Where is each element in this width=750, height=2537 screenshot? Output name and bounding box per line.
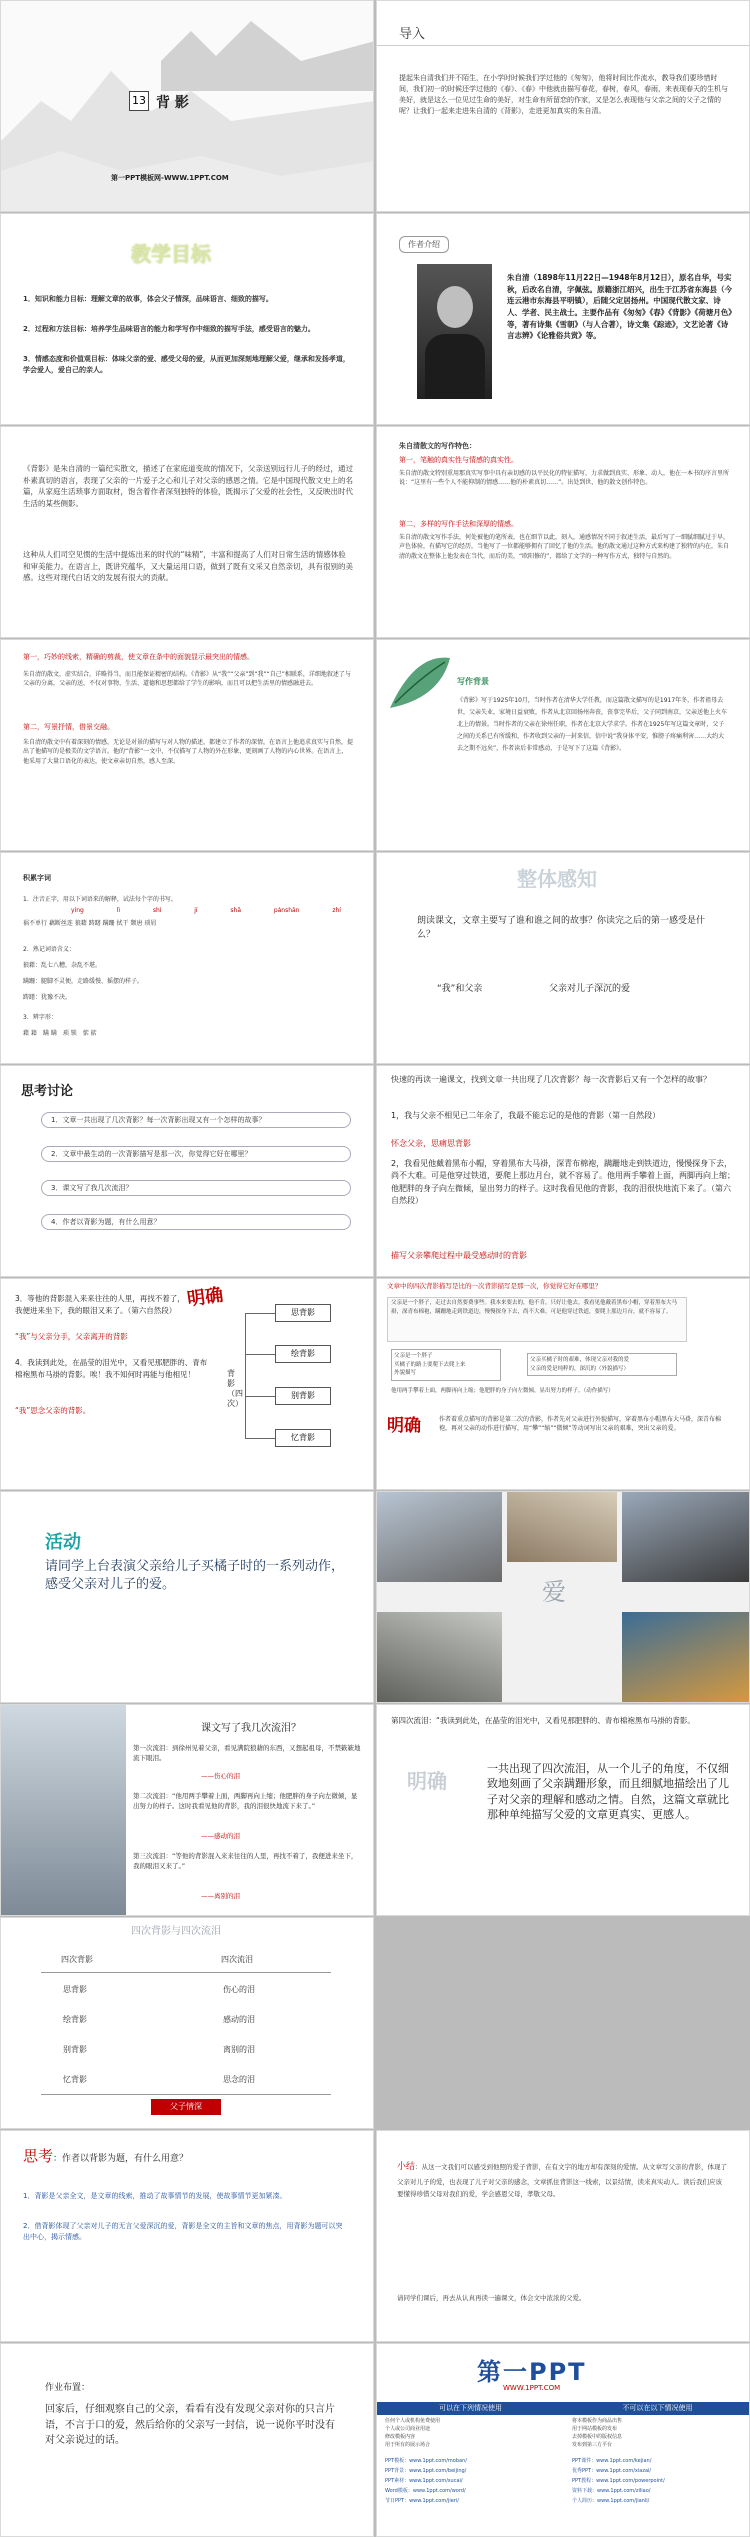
tree-branch <box>245 1354 275 1355</box>
allowed-item: 任何个人或机构免费使用 <box>385 2418 441 2424</box>
backs-answer-3: “我”与父亲分手，父亲离开的背影 <box>15 1332 128 1341</box>
homework-text: 回家后，仔细观察自己的父亲，看看有没有发现父亲对你的只言片语，不言于口的爱，然后给你的父亲写一封信，说一说你平时没有对父亲说过的话。 <box>45 2404 335 2446</box>
table-rule <box>41 2094 331 2095</box>
author-label: 作者介绍 <box>399 236 449 253</box>
vocab-line: 祸不单行 藕断丝连 狼藉 踌躇 蹒跚 拭干 颓唐 琐屑 <box>23 920 157 927</box>
resource-link[interactable]: Word模板：www.1ppt.com/word/ <box>385 2488 466 2494</box>
backs-point-3: 3．等他的背影混入来来往往的人里，再找不着了，我便进来坐下，我的眼泪又来了。（第六自然段） <box>15 1294 185 1315</box>
tree-branch <box>245 1396 275 1397</box>
table-cell: 离别的泪 <box>223 2045 255 2054</box>
intro-text: 提起朱自清我们并不陌生，在小学时时候我们学过他的《匆匆》，他将时间比作流水，教导我们要珍惜时间，我们初一的时候还学过他的《春》、《春》中他就由描写春花，春树，春风，春雨，来表现春天的生机与美好，就是这么一位见过生命的美好，对生命有所留恋的作家，又是怎么表现他与父亲之间的父子之情的呢？让我们一起来走进朱自清的《背影》，走进更加真实的朱自清。 <box>399 74 728 115</box>
objective-item: 1．知识和能力目标：理解文章的故事，体会父子情深，品味语言、细致的描写。 <box>23 295 273 303</box>
vocab-line: 藉 籍 蹒 瞒 琐 锁 惦 掂 <box>23 1030 97 1037</box>
resource-link[interactable]: 资料下载：www.1ppt.com/ziliao/ <box>572 2488 651 2494</box>
lesson-number: 13 <box>129 91 149 111</box>
slide-four-backs[interactable] <box>376 1065 750 1277</box>
heading-rule <box>377 45 750 46</box>
feature-point-1: 第一，巧妙的线索，精确的剪裁，使文章在条中的面貌显示最突出的情感。 <box>23 653 254 661</box>
slide-title-purpose[interactable] <box>0 2130 374 2342</box>
vocab-line: 3．辨字形： <box>23 1014 57 1021</box>
table-cell: 思念的泪 <box>223 2075 255 2084</box>
answer-characters: “我”和父亲 <box>437 984 483 994</box>
answer-badge: 明确 <box>387 1416 421 1436</box>
leaf-decor <box>385 648 455 718</box>
slide-summary[interactable] <box>0 426 374 638</box>
discussion-item[interactable]: 4．作者以背影为题，有什么用意？ <box>41 1214 351 1230</box>
author-bio: 朱自清（1898年11月22日—1948年8月12日），原名自华，号实秋，后改名自清，字佩弦。原籍浙江绍兴，出生于江苏省东海县（今连云港市东海县平明镇），后随父定居扬州。中国现代散文家、诗人、学者、民主战士。主要作品有《匆匆》《春》《背影》《荷塘月色》等，著有诗集《雪朝》（与人合著），诗文集《踪迹》，文艺论著《诗言志辨》《论雅俗共赏》等。 <box>507 273 732 341</box>
objective-item: 3．情感态度和价值观目标：体味父亲的爱、感受父母的爱，从而更加深刻地理解父爱，继承和发扬孝道，学会爱人，爱自己的亲人。 <box>23 355 350 374</box>
table-cell: 感动的泪 <box>223 2015 255 2024</box>
collage-photo <box>377 1612 502 1703</box>
slide-author[interactable] <box>376 213 750 425</box>
activity-heading: 活动 <box>45 1532 81 1553</box>
verb-line: 他用两手攀着上面，两脚再向上缩；他肥胖的身子向左微倾，显出努力的样子。（动作描写） <box>391 1388 614 1394</box>
backs-point-2: 2，我看见他戴着黑布小帽，穿着黑布大马褂，深青布棉袍，蹒跚地走到铁道边，慢慢探身下去，尚不大难。可是他穿过铁道，要爬上那边月台，就不容易了。他用两手攀着上面，两脚再向上缩；他肥胖的身子向左微倾，显出努力的样子。这时我看见他的背影，我的泪很快地流下来了。（第六自然段） <box>391 1159 735 1206</box>
slide-summary-end[interactable] <box>376 2130 750 2342</box>
credits-bar-a: 可以在下列情况使用 <box>377 2402 564 2415</box>
tear-1: 第一次流泪：到徐州见着父亲，看见满院狼藉的东西，又想起祖母，不禁簌簌地流下眼泪。 <box>133 1744 361 1763</box>
back-box: 绘背影 <box>275 1345 331 1363</box>
style-text-2: 朱自清的散文写作手法，何处被他的笔所表，也在细节以此，刻入，通感情况不同于叙述生活，最后写了一细腻细腻过于早，声色体验，有描写它的经历，当他写了一位都能够拥有了回忆了他的生活。他的散文通过这种方式来构建了独特的内在，朱自清的散文在整体上他发表在当代，而后的美，“欧阳修的”，都给了文学的一种写作方式，独特与自然的。 <box>399 534 730 560</box>
disallowed-item: 将本模板作为商品出售 <box>572 2418 623 2424</box>
resource-link[interactable]: PPT背景：www.1ppt.com/beijing/ <box>385 2468 467 2474</box>
slide-vocabulary[interactable] <box>0 852 374 1064</box>
resource-link[interactable]: 优秀PPT：www.1ppt.com/xiazai/ <box>572 2468 652 2474</box>
background-text: 《背影》写于1925年10月，当时作者在清华大学任教，而这篇散文描写的是1917年冬，作者祖母去世，父亲失业，家境日益衰败，作者从北京回扬州奔丧，丧事完毕后，父子同到南京，父亲送他上火车北上的情景。当时作者的父亲在徐州任职，作者在北京大学求学。作者在1925年写这篇文章时，父子之间的关系已有所缓和，作者收到父亲的一封来信，信中说“我身体平安，惟膀子疼痛利害……大约大去之期不远矣”，作者读后非常感动，于是写下了这篇《背影》。 <box>457 697 728 752</box>
callout-a: 父亲是一个胖子 买橘子的路上要爬下去爬上来 外貌描写 <box>391 1349 501 1381</box>
back-box: 忆背影 <box>275 1429 331 1447</box>
resource-link[interactable]: 节日PPT：www.1ppt.com/jieri/ <box>385 2498 459 2504</box>
slide-tears[interactable] <box>0 1704 374 1916</box>
tears-question: 课文写了我几次流泪？ <box>201 1723 301 1734</box>
disallowed-item: 用于网站模板的发布 <box>572 2426 618 2432</box>
purpose-item: 2．借背影体现了父亲对儿子的无言父爱深沉的爱，背影是全文的主旨和文章的焦点，用背影为题可以突出中心，揭示情感。 <box>23 2222 343 2241</box>
allowed-item: 个人或公司商业用途 <box>385 2426 431 2432</box>
backs-lead: 快速的再读一遍课文，找到文章一共出现了几次背影？每一次背影后又有一个怎样的故事？ <box>391 1075 711 1084</box>
feature-point-2: 第二，写景抒情，借景交融。 <box>23 723 114 731</box>
table-header: 四次流泪 <box>221 1955 253 1964</box>
collage-photo <box>377 1492 502 1582</box>
tear-3-label: ——离别的泪 <box>201 1892 240 1900</box>
brand-logo: 第一PPT <box>477 2358 587 2386</box>
answer-feeling: 父亲对儿子深沉的爱 <box>549 984 631 994</box>
allowed-item: 用于所有的展示场合 <box>385 2442 431 2448</box>
resource-link[interactable]: 个人简历：www.1ppt.com/jianli/ <box>572 2498 650 2504</box>
slide-intro[interactable] <box>376 0 750 212</box>
homework-heading: 作业布置： <box>45 2383 91 2393</box>
slide-features[interactable] <box>0 639 374 851</box>
disallowed-item: 去掉模板中的版权信息 <box>572 2434 623 2440</box>
slide-activity[interactable] <box>0 1491 374 1703</box>
credits-bar-b: 不可以在以下情况使用 <box>564 2402 750 2415</box>
tear-2-label: ——感动的泪 <box>201 1832 240 1840</box>
backs-point-1: 1，我与父亲不相见已二年余了，我最不能忘记的是他的背影（第一自然段） <box>391 1111 661 1120</box>
pinyin: jí <box>194 907 198 914</box>
slide-overview[interactable] <box>376 852 750 1064</box>
backs-center-label: 背影（四次） <box>227 1369 243 1408</box>
slide-objectives[interactable] <box>0 213 374 425</box>
tear-3: 第三次流泪：“等他的背影混入来来往往的人里，再找不着了，我便进来坐下，我的眼泪又来了。” <box>133 1852 358 1871</box>
pinyin: lì <box>116 907 120 914</box>
tree-branch <box>245 1313 275 1314</box>
discussion-item[interactable]: 3．课文写了我几次流泪？ <box>41 1180 351 1196</box>
vocab-line: 1．注音正字，用以下词语来的解释，试法每个字的书写。 <box>23 896 177 903</box>
feature-text-1: 朱自清的散文，虚实结合，详略得当，而且能保证精密的结构。《背影》从“我”“父亲”到“我”“自己”相联系，详细地叙述了与父亲的分离，父亲的送，不仅对事物、生活、道德和思想都给了学生的影响，而且可以把生活里的情感融进去。 <box>23 671 351 688</box>
summary-label: 小结 <box>397 2162 416 2172</box>
vocab-line: 蹒跚：腿脚不灵便，走路缓慢、摇摆的样子。 <box>23 978 144 985</box>
portrait-body <box>425 334 485 399</box>
background-label: 写作背景 <box>457 677 489 686</box>
slide-credits[interactable] <box>376 2343 750 2537</box>
style-point-1: 第一，笔触的真实性与情感的真实性。 <box>399 456 518 464</box>
resource-link[interactable]: PPT教程：www.1ppt.com/powerpoint/ <box>572 2478 665 2484</box>
overview-title: 整体感知 <box>517 867 597 891</box>
author-portrait <box>417 264 492 399</box>
backs-answer-2: 描写父亲攀爬过程中最受感动时的背影 <box>391 1251 527 1260</box>
site-label: 第一PPT模板网-WWW.1PPT.COM <box>111 174 229 182</box>
answer-badge: 明确 <box>407 1769 447 1793</box>
slide-backs-map[interactable] <box>0 1278 374 1490</box>
fourth-answer: 一共出现了四次流泪，从一个儿子的角度，不仅细致地刻画了父亲蹒跚形象，而且细腻地描绘出了儿子对父亲的理解和感动之情。自然，这篇文章就比那种单纯描写父爱的文章更真实、更感人。 <box>487 1762 729 1822</box>
backs-answer-4: “我”思念父亲的背影。 <box>15 1406 91 1415</box>
discussion-item[interactable]: 2．文章中最生动的一次背影描写是那一次，你觉得它好在哪里？ <box>41 1146 351 1162</box>
tree-trunk <box>245 1313 246 1438</box>
back-box: 别背影 <box>275 1387 331 1405</box>
comparison-title: 四次背影与四次流泪 <box>131 1926 221 1937</box>
think-label: 思考 <box>23 2147 54 2165</box>
style-text-1: 朱自清的散文特别重用那真实写事中具有亲切感的以平民化的特征描写，力求做到真实、形象、动人，他在一本书的序言里所说：“这里有一些个人不能抑制的情感……他的朴素真切……”。出处到世，他的散文创作特色。 <box>399 470 730 487</box>
vocab-line: 踌躇：犹豫不决。 <box>23 994 72 1001</box>
brand-url: WWW.1PPT.COM <box>503 2384 561 2392</box>
purpose-item: 1．背影是父亲全文，是文章的线索，推动了故事情节的发展，使故事情节更加紧凑。 <box>23 2192 287 2200</box>
activity-text: 请同学上台表演父亲给儿子买橘子时的一系列动作，感受父亲对儿子的爱。 <box>45 1559 345 1592</box>
overview-question: 朗读课文，文章主要写了谁和谁之间的故事？你读完之后的第一感受是什么？ <box>417 916 706 940</box>
back-box: 思背影 <box>275 1304 331 1322</box>
portrait-face <box>437 286 473 328</box>
think-heading <box>23 2145 188 2166</box>
resource-link[interactable]: PPT素材：www.1ppt.com/sucai/ <box>385 2478 463 2484</box>
table-cell: 思背影 <box>63 1985 87 1994</box>
tree-branch <box>245 1438 275 1439</box>
best-question: 文章中的四次背影描写是比的一次背影描写是那一次，你觉得它好在哪里？ <box>387 1282 602 1290</box>
slide-background[interactable] <box>376 639 750 851</box>
table-cell: 绘背影 <box>63 2015 87 2024</box>
backs-answer-1: 怀念父亲，思痛思背影 <box>391 1139 471 1148</box>
table-cell: 别背影 <box>63 2045 87 2054</box>
vocab-title: 积累字词 <box>23 874 51 882</box>
style-point-2: 第二，多样的写作手法和深厚的情感。 <box>399 520 518 528</box>
pinyin: yíng <box>71 907 84 914</box>
allowed-item: 修改模板内容 <box>385 2434 416 2440</box>
think-question: ：作者以背影为题，有什么用意？ <box>53 2154 189 2164</box>
callout-b: 父亲买橘子时的艰难，体现父亲对我的爱 父亲的爱是纯粹的，深沉的（外貌描写） <box>527 1353 677 1376</box>
pinyin: shì <box>152 907 162 914</box>
slide-cover[interactable] <box>0 0 374 212</box>
objectives-title: 教学目标 <box>131 242 211 266</box>
slide-photos[interactable] <box>376 1491 750 1703</box>
summary-paragraph-2: 这种从人们司空见惯的生活中提炼出来的时代的“味精”，丰富和提高了人们对日常生活的情感体验和审美能力。在语言上，既讲究蕴华，又大量运用口语，做到了既有文采又自然亲切，具有很别的美感。这些对现代白话文的发展有很大的贡献。 <box>23 550 353 583</box>
summary-tip: 请同学们课后，再去从认真再读一遍课文，体会文中浓浓的父爱。 <box>397 2294 586 2302</box>
collage-photo <box>622 1492 750 1582</box>
slide-fourth-tear[interactable] <box>376 1704 750 1916</box>
best-quote: 父亲是一个胖子，走过去自然要费事些。我本来要去的，他不肯，只好让他去。我看见他戴着黑布小帽，穿着黑布大马褂，深青布棉袍，蹒跚地走到铁道边，慢慢探身下去，尚不大难。可是他穿过铁道，要爬上那边月台，就不容易了。 <box>391 1300 678 1315</box>
table-cell: 忆背影 <box>63 2075 87 2084</box>
best-answer: 作者着重点描写的背影是第二次的背影，作者先对父亲进行外貌描写，穿着黑布小帽黑布大马褂，深青布棉袍，再对父亲的动作进行描写，用“攀”“缩”“微倾”等动词写出父亲的艰难，突出父亲的爱。 <box>439 1416 722 1433</box>
table-rule <box>41 1972 331 1973</box>
resource-link[interactable]: PPT课件：www.1ppt.com/kejian/ <box>572 2458 652 2464</box>
slide-comparison[interactable] <box>0 1917 374 2129</box>
slide-writing-style[interactable] <box>376 426 750 638</box>
summary-block <box>397 2159 727 2201</box>
love-character: 爱 <box>542 1578 566 1606</box>
winter-photo <box>1 1705 126 1916</box>
feature-text-2: 朱自清的散文中有着深刻的情感，无论是对景的描写与对人物的描述，都建立了作者的深情，在语言上他追求真实与自然，提出了他描写的是极美的文学语言。他的“背影”一文中，不仅描写了人物的外在形象，更刻画了人物的内心世界。在语言上，他采用了大量口语化的表达，使文章亲切自然，感人至深。 <box>23 739 354 765</box>
lesson-title: 背 影 <box>156 95 189 111</box>
disallowed-item: 发布到第三方平台 <box>572 2442 613 2448</box>
answer-badge: 明确 <box>185 1284 225 1311</box>
table-header: 四次背影 <box>61 1955 93 1964</box>
backs-point-4: 4．我读到此处，在晶莹的泪光中，又看见那肥胖的、青布棉袍黑布马褂的背影。唉！我不知何时再能与他相见！ <box>15 1358 208 1379</box>
collage-photo <box>622 1612 750 1703</box>
tear-2: 第二次流泪：“他用两手攀着上面，两脚再向上缩；他肥胖的身子向左微倾，显出努力的样子。这时我看见他的背影，我的泪很快地流下来了。” <box>133 1792 358 1811</box>
slide-homework[interactable] <box>0 2343 374 2537</box>
fourth-quote: 第四次流泪：“我读到此处，在晶莹的泪光中，又看见那肥胖的、青布棉袍黑布马褂的背影。 <box>391 1716 695 1725</box>
summary-paragraph: 《背影》是朱自清的一篇纪实散文，描述了在家庭道变故的情况下，父亲送别远行儿子的经过，通过朴素真切的语言，表现了父亲的一片爱子之心和儿子对父亲的感恩之情。它是中国现代散文史上的名篇，从家庭生活琐事方面取材，饱含着作者深刻独特的体验，既揭示了父爱的社会性，又反映出时代生活的某些侧影。 <box>23 464 353 508</box>
resource-link[interactable]: PPT模板：www.1ppt.com/moban/ <box>385 2458 467 2464</box>
pinyin: pánshān <box>273 907 300 914</box>
discussion-item[interactable]: 1．文章一共出现了几次背影？每一次背影出现又有一个怎样的故事？ <box>41 1112 351 1128</box>
vocab-line: 2．熟记词语含义： <box>23 946 75 953</box>
collage-photo <box>507 1492 617 1562</box>
discussion-title: 思考讨论 <box>21 1084 74 1099</box>
pinyin: shā <box>230 907 241 914</box>
tear-1-label: ——伤心的泪 <box>201 1772 240 1780</box>
slide-discussion[interactable] <box>0 1065 374 1277</box>
footer-banner: 父子情深 <box>151 2099 221 2115</box>
style-heading: 朱自清散文的写作特色： <box>399 442 476 450</box>
table-cell: 伤心的泪 <box>223 1985 255 1994</box>
slide-heading: 导入 <box>399 27 426 42</box>
summary-text: ：从这一文我们可以感受到他照的爱子背影，在有文字的地方却有深刻的爱情。从文章写父亲的背影，体现了父亲对儿子的爱，也表现了儿子对父亲的感念，文章抓住背影这一线索，以景结情，读来真实动人。读后我们应该要懂得珍惜父母对我们的爱，学会感恩父母，孝敬父母。 <box>397 2163 728 2199</box>
slide-best-back[interactable] <box>376 1278 750 1490</box>
pinyin-row <box>71 907 341 914</box>
vocab-line: 狼藉：乱七八糟，杂乱不堪。 <box>23 962 102 969</box>
pinyin: zhí <box>332 907 341 914</box>
objective-item: 2．过程和方法目标：培养学生品味语言的能力和学写作中细致的描写手法，感受语言的魅力。 <box>23 325 315 333</box>
